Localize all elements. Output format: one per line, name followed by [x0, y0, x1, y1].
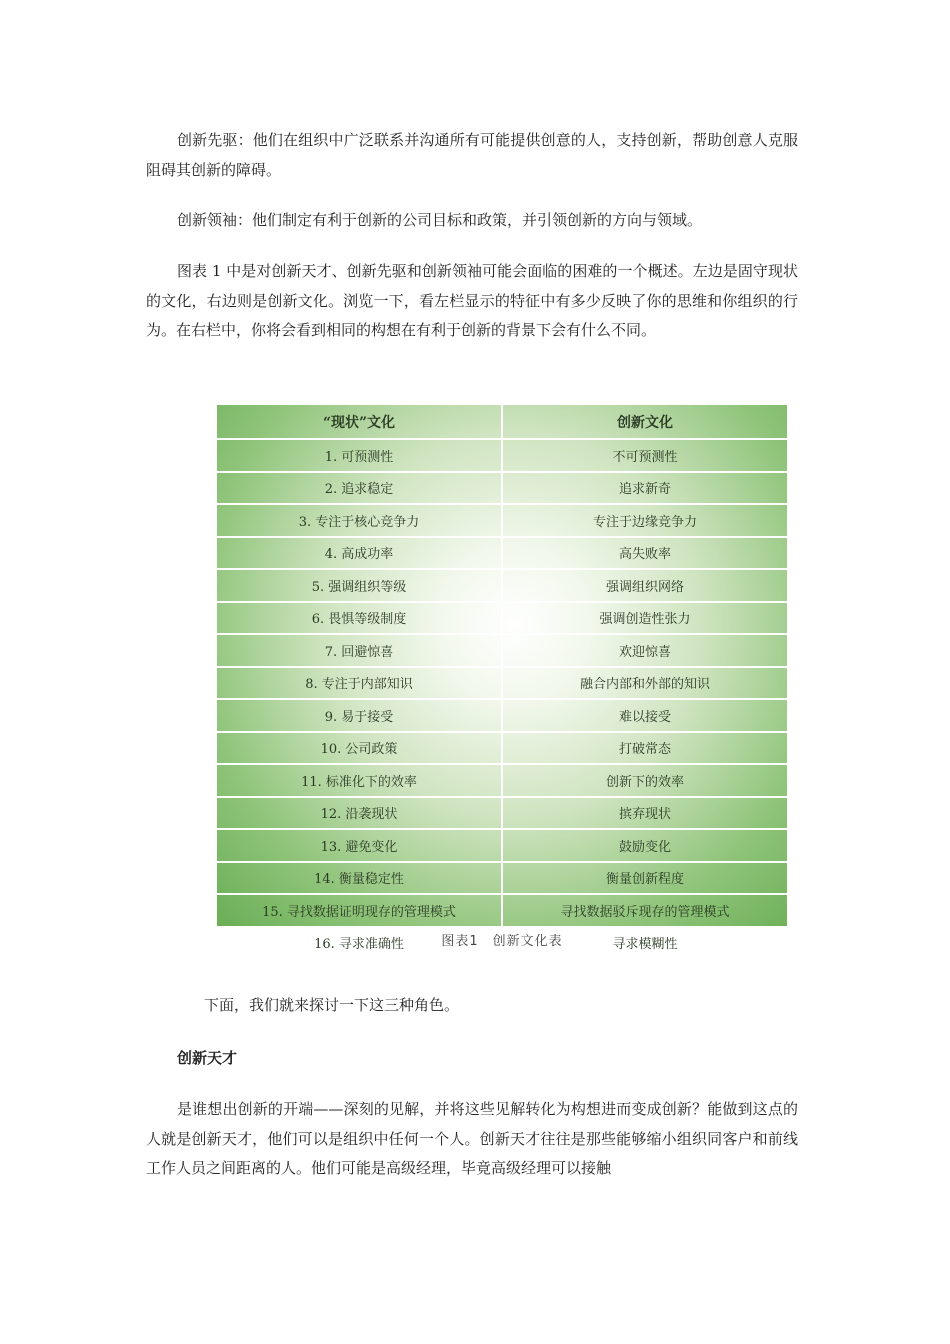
table-row: [217, 634, 787, 667]
status-quo-cell: 9. 易于接受: [217, 699, 502, 732]
status-quo-cell: 12. 沿袭现状: [217, 797, 502, 830]
innovation-cell: 寻求模糊性: [612, 937, 678, 953]
table-row: [217, 602, 787, 635]
innovation-cell: 欢迎惊喜: [502, 634, 787, 667]
paragraph-figure-intro: 图表 1 中是对创新天才、创新先驱和创新领袖可能会面临的困难的一个概述。左边是固守现状的文化，右边则是创新文化。浏览一下，看左栏显示的特征中有多少反映了你的思维和你组织的行为。在右栏中，你将会看到相同的构想在有利于创新的背景下会有什么不同。: [146, 262, 798, 339]
table-row: [217, 894, 787, 927]
status-quo-cell: 4. 高成功率: [217, 537, 502, 570]
table-header-row: [217, 405, 787, 439]
innovation-cell: 专注于边缘竞争力: [502, 504, 787, 537]
table-row: [217, 764, 787, 797]
table-row: [217, 829, 787, 862]
innovation-cell: 高失败率: [502, 537, 787, 570]
innovation-cell: 寻找数据驳斥现存的管理模式: [502, 894, 787, 927]
table-row: [217, 797, 787, 830]
section-heading: 创新天才: [177, 1049, 238, 1067]
paragraph-innovation-leader: 创新领袖：他们制定有利于创新的公司目标和政策，并引领创新的方向与领域。: [177, 211, 703, 229]
table-body: [217, 439, 787, 958]
table-row: [217, 732, 787, 765]
innovation-cell: 强调创造性张力: [502, 602, 787, 635]
status-quo-cell: 6. 畏惧等级制度: [217, 602, 502, 635]
status-quo-cell: 13. 避免变化: [217, 829, 502, 862]
status-quo-cell: 8. 专注于内部知识: [217, 667, 502, 700]
table-row: [217, 504, 787, 537]
innovation-cell: 衡量创新程度: [502, 862, 787, 895]
status-quo-cell: 10. 公司政策: [217, 732, 502, 765]
table-row: [217, 699, 787, 732]
status-quo-cell: 16. 寻求准确性: [217, 927, 502, 959]
table-row: [217, 439, 787, 472]
innovation-cell: 打破常态: [502, 732, 787, 765]
paragraph-innovation-genius: 是谁想出创新的开端——深刻的见解，并将这些见解转化为构想进而变成创新？能做到这点的人就是创新天才，他们可以是组织中任何一个人。创新天才往往是那些能够缩小组织同客户和前线工作人员之间距离的人。他们可能是高级经理，毕竟高级经理可以接触: [146, 1100, 798, 1177]
innovation-cell: 鼓励变化: [502, 829, 787, 862]
table-row: [217, 472, 787, 505]
status-quo-cell: 11. 标准化下的效率: [217, 764, 502, 797]
table-row: [217, 862, 787, 895]
innovation-cell: 创新下的效率: [502, 764, 787, 797]
innovation-cell: 不可预测性: [502, 439, 787, 472]
paragraph-innovation-pioneer: 创新先驱：他们在组织中广泛联系并沟通所有可能提供创意的人，支持创新，帮助创意人克服阻碍其创新的障碍。: [146, 131, 798, 179]
innovation-cell: 难以接受: [502, 699, 787, 732]
status-quo-cell: 1. 可预测性: [217, 439, 502, 472]
status-quo-cell: 7. 回避惊喜: [217, 634, 502, 667]
table-row: [217, 537, 787, 570]
paragraph-transition: 下面，我们就来探讨一下这三种角色。: [204, 996, 460, 1014]
status-quo-cell: 5. 强调组织等级: [217, 569, 502, 602]
table-row: [217, 667, 787, 700]
status-quo-cell: 14. 衡量稳定性: [217, 862, 502, 895]
header-innovation-culture: 创新文化: [502, 405, 787, 439]
innovation-cell: 摈弃现状: [502, 797, 787, 830]
figure-caption: 图表1 创新文化表: [441, 934, 563, 949]
innovation-cell: 强调组织网络: [502, 569, 787, 602]
innovation-cell: 融合内部和外部的知识: [502, 667, 787, 700]
status-quo-cell: 2. 追求稳定: [217, 472, 502, 505]
table-row: [217, 569, 787, 602]
culture-comparison-table: [217, 405, 787, 958]
header-status-quo-culture: “现状”文化: [217, 405, 502, 439]
innovation-cell: 追求新奇: [502, 472, 787, 505]
status-quo-cell: 3. 专注于核心竞争力: [217, 504, 502, 537]
status-quo-cell: 15. 寻找数据证明现存的管理模式: [217, 894, 502, 927]
